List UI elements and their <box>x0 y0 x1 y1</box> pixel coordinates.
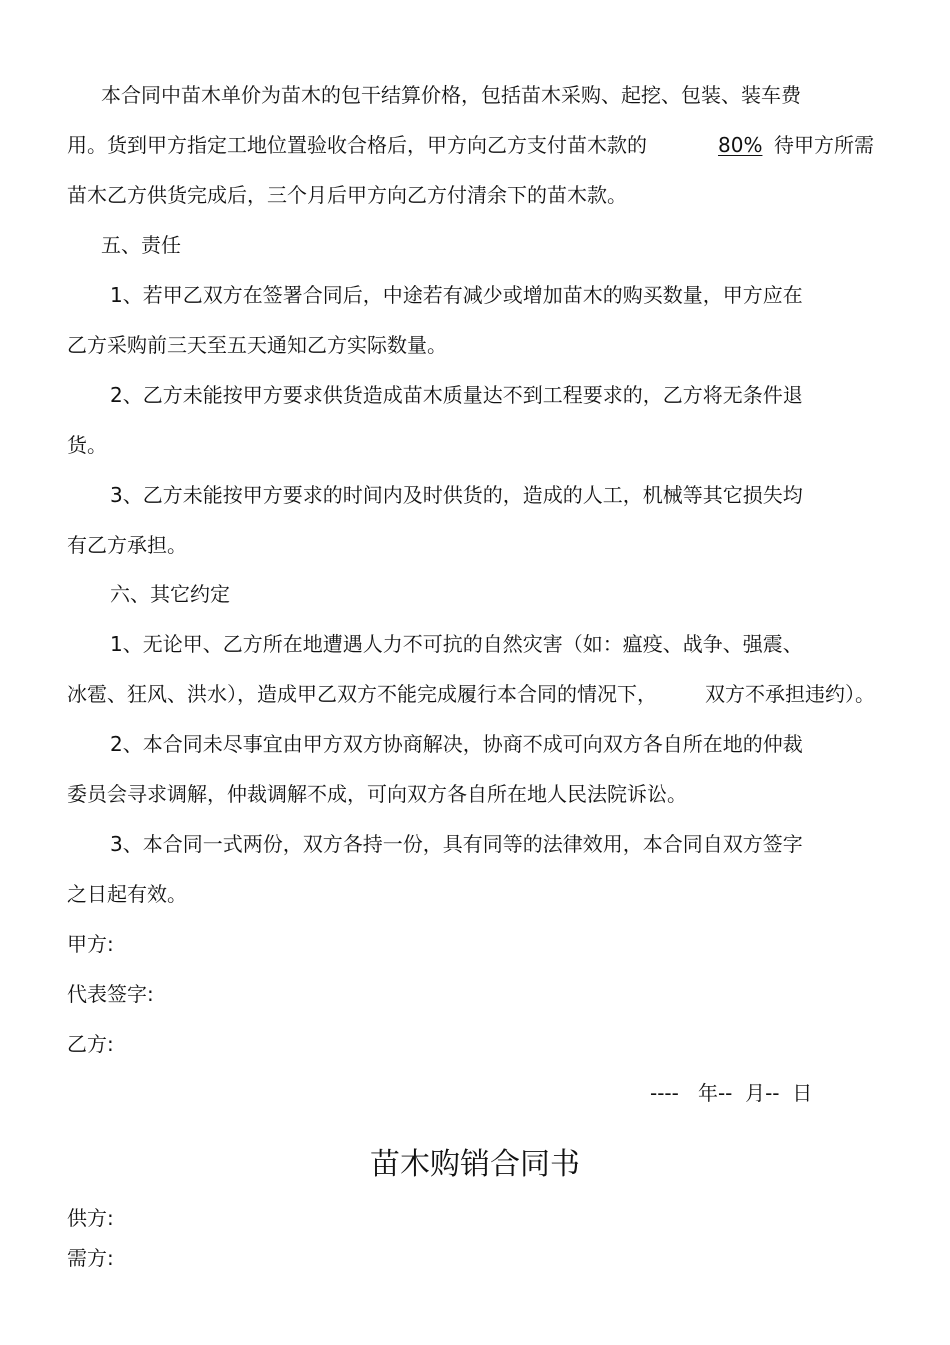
supplier-label: 供方: <box>67 1206 114 1230</box>
section-5-item-1a: 1、若甲乙双方在签署合同后，中途若有减少或增加苗木的购买数量，甲方应在 <box>110 283 803 307</box>
payment-line-2b: 待甲方所需 <box>774 133 874 157</box>
section-6-item-2a: 2、本合同未尽事宜由甲方双方协商解决，协商不成可向双方各自所在地的仲裁 <box>110 732 803 756</box>
payment-line-3: 苗木乙方供货完成后，三个月后甲方向乙方付清余下的苗木款。 <box>67 183 627 207</box>
section-6-item-3a: 3、本合同一式两份，双方各持一份，具有同等的法律效用，本合同自双方签字 <box>110 832 803 856</box>
section-6-item-1c: 双方不承担违约）。 <box>705 682 875 706</box>
buyer-label: 需方: <box>67 1246 114 1270</box>
payment-line-1: 本合同中苗木单价为苗木的包干结算价格，包括苗木采购、起挖、包装、装车费 <box>101 83 801 107</box>
section-5-item-3b: 有乙方承担。 <box>67 533 187 557</box>
section-6-item-3b: 之日起有效。 <box>67 882 187 906</box>
section-6-item-2b: 委员会寻求调解，仲裁调解不成，可向双方各自所在地人民法院诉讼。 <box>67 782 687 806</box>
payment-line-2a: 用。货到甲方指定工地位置验收合格后，甲方向乙方支付苗木款的 <box>67 133 647 157</box>
payment-percent: 80% <box>718 133 763 157</box>
section-5-item-3a: 3、乙方未能按甲方要求的时间内及时供货的，造成的人工，机械等其它损失均 <box>110 483 803 507</box>
representative-signature-label: 代表签字: <box>67 982 154 1006</box>
party-b-label: 乙方: <box>67 1032 114 1056</box>
date-line: ---- 年-- 月-- 日 <box>650 1081 813 1105</box>
section-6-item-1b: 冰雹、狂风、洪水），造成甲乙双方不能完成履行本合同的情况下， <box>67 682 657 706</box>
section-5-item-2a: 2、乙方未能按甲方要求供货造成苗木质量达不到工程要求的，乙方将无条件退 <box>110 383 803 407</box>
party-a-label: 甲方: <box>67 932 114 956</box>
section-5-item-1b: 乙方采购前三天至五天通知乙方实际数量。 <box>67 333 447 357</box>
section-5-item-2b: 货。 <box>67 433 107 457</box>
section-6-item-1a: 1、无论甲、乙方所在地遭遇人力不可抗的自然灾害（如：瘟疫、战争、强震、 <box>110 632 803 656</box>
document-title: 苗木购销合同书 <box>370 1147 580 1182</box>
section-5-heading: 五、责任 <box>101 233 181 257</box>
section-6-heading: 六、其它约定 <box>110 582 230 606</box>
